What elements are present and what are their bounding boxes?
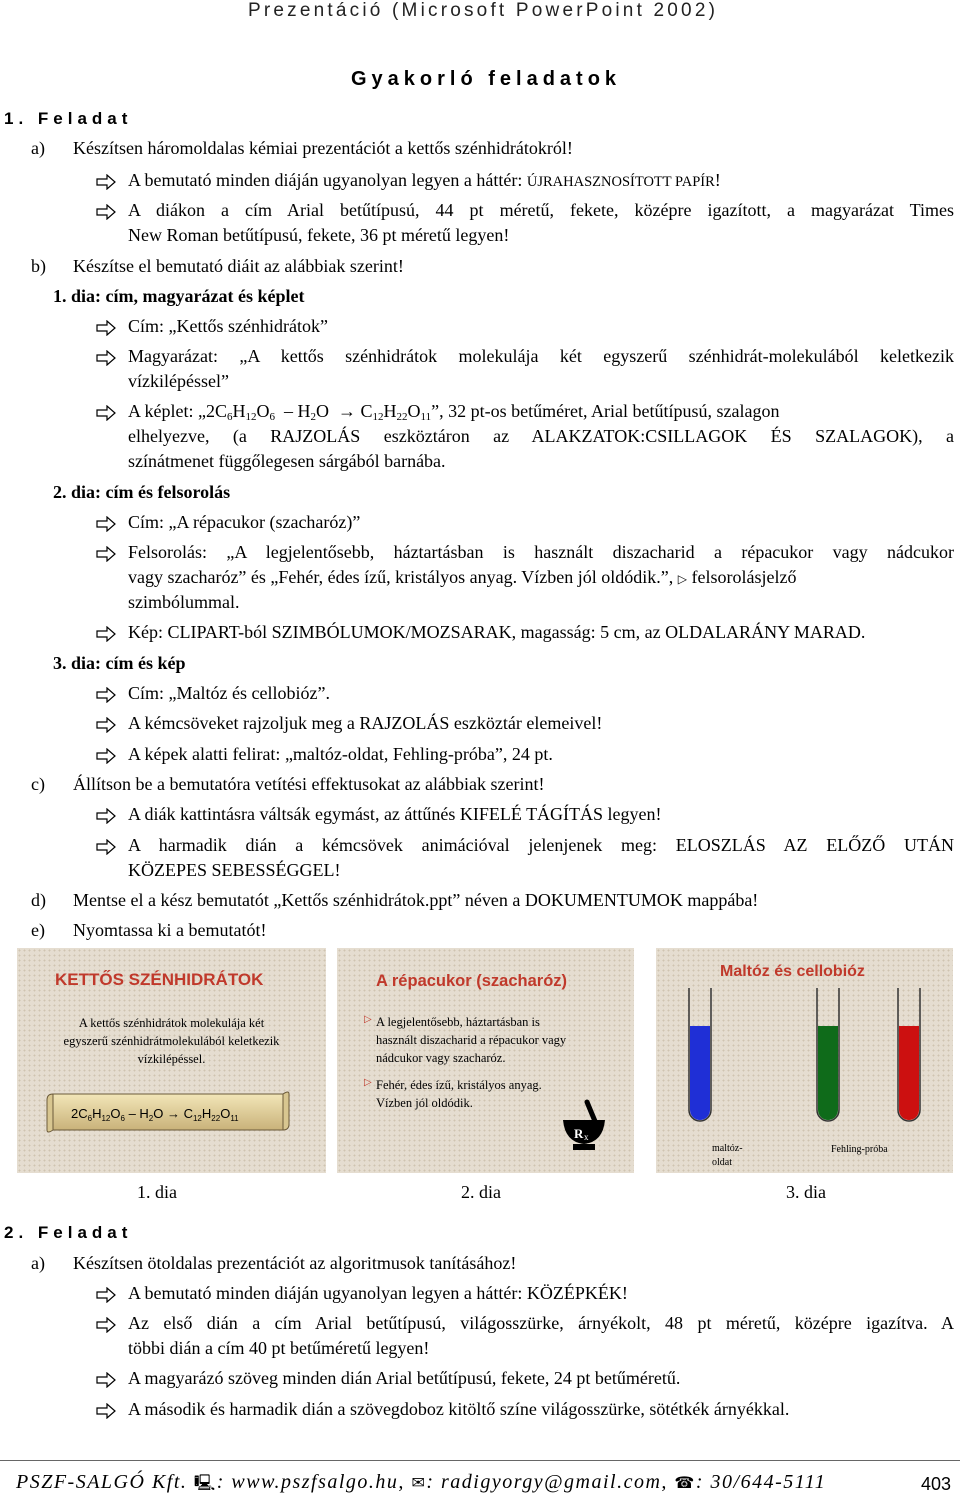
task2-text-spec: A magyarázó szöveg minden dián Arial betűtípusú, fekete, 24 pt betűméretű. bbox=[128, 1368, 681, 1388]
bullet-triangle-icon: ▷ bbox=[364, 1014, 372, 1025]
arrow-icon bbox=[96, 174, 116, 190]
arrow-icon bbox=[96, 320, 116, 336]
task1-heading: 1. Feladat bbox=[4, 109, 133, 128]
animation-spec: A harmadik dián a kémcsövek animációval jelenjenek meg: ELOSZLÁS AZ ELŐZŐ UTÁN bbox=[128, 835, 954, 855]
slide1-formula-spec-cont2: színátmenet függőlegesen sárgából barnába. bbox=[128, 451, 446, 471]
animation-spec-cont: KÖZEPES SEBESSÉGGEL! bbox=[128, 860, 341, 880]
slide2-title: A répacukor (szacharóz) bbox=[376, 972, 568, 990]
slide-thumbnail-1 bbox=[17, 948, 326, 1173]
scroll-ribbon-icon bbox=[45, 1088, 295, 1138]
item-a2-cont: New Roman betűtípusú, fekete, 36 pt méretű legyen! bbox=[128, 225, 510, 245]
task2-item-a-label: a) bbox=[31, 1253, 45, 1273]
item-b-text: Készítse el bemutató diáit az alábbiak szerint! bbox=[73, 256, 404, 276]
slide2-bullet-2: Fehér, édes ízű, kristályos anyag. Vízben jól oldódik. bbox=[376, 1078, 542, 1110]
page-title: Gyakorló feladatok bbox=[351, 68, 622, 90]
arrow-icon bbox=[96, 516, 116, 532]
item-a1: A bemutató minden diáján ugyanolyan legyen a háttér: ÚJRAHASZNOSÍTOTT PAPÍR! bbox=[128, 170, 721, 190]
arrow-icon bbox=[96, 1317, 116, 1333]
slide-caption-2: 2. dia bbox=[461, 1182, 501, 1202]
slide2-list-spec: Felsorolás: „A legjelentősebb, háztartásban is használt diszacharid a répacukor vagy nádcukor bbox=[128, 542, 954, 562]
slide1-formula-spec: A képlet: $„2C_6H_{12}O_6 - H_2O \to C_{12}H_{22}O_{11}$”, 32 pt-os betűméret, Arial betűtípusú, szalagon bbox=[128, 401, 780, 423]
arrow-icon bbox=[96, 839, 116, 855]
slide1-title-spec: Cím: „Kettős szénhidrátok” bbox=[128, 316, 328, 336]
page-number: 403 bbox=[921, 1474, 952, 1494]
mortar-pestle-icon bbox=[559, 1098, 609, 1158]
arrow-icon bbox=[96, 1403, 116, 1419]
item-d-label: d) bbox=[31, 890, 46, 910]
slide3-caption-2: Fehling-próba bbox=[831, 1144, 888, 1155]
envelope-icon: ✉ bbox=[411, 1475, 427, 1492]
item-c-label: c) bbox=[31, 774, 45, 794]
slide-thumbnail-3 bbox=[656, 948, 953, 1173]
slide3-caption-spec: A képek alatti felirat: „maltóz-oldat, Fehling-próba”, 24 pt. bbox=[128, 744, 553, 764]
svg-text:x: x bbox=[584, 1132, 589, 1142]
task2-title-spec: Az első dián a cím Arial betűtípusú, világosszürke, árnyékolt, 48 pt méretű, középre igazítva. A bbox=[128, 1313, 954, 1333]
item-b-label: b) bbox=[31, 256, 46, 276]
task2-textbox-spec: A második és harmadik dián a szövegdoboz kitöltő színe világosszürke, sötétkék árnyékkal. bbox=[128, 1399, 790, 1419]
item-a2: A diákon a cím Arial betűtípusú, 44 pt méretű, fekete, középre igazított, a magyarázat Times bbox=[128, 200, 954, 220]
test-tube-icon-red bbox=[898, 988, 920, 1121]
slide2-bullet-1: A legjelentősebb, háztartásban is használt diszacharid a répacukor vagy nádcukor vagy szacharóz. bbox=[376, 1015, 567, 1065]
arrow-icon bbox=[96, 1287, 116, 1303]
arrow-icon bbox=[96, 687, 116, 703]
item-a-text: Készítsen háromoldalas kémiai prezentációt a kettős szénhidrátokról! bbox=[73, 138, 573, 158]
slide1-text-spec: Magyarázat: „A kettős szénhidrátok molekulája két egyszerű szénhidrát-molekulából keletkezik bbox=[128, 346, 954, 366]
slide-caption-1: 1. dia bbox=[137, 1182, 177, 1202]
item-c-text: Állítson be a bemutatóra vetítési effektusokat az alábbiak szerint! bbox=[73, 774, 545, 794]
slide2-image-spec: Kép: CLIPART-ból SZIMBÓLUMOK/MOZSARAK, magasság: 5 cm, az OLDALARÁNY MARAD. bbox=[128, 622, 866, 642]
slide3-heading: 3. dia: cím és kép bbox=[53, 653, 186, 673]
footer-divider bbox=[0, 1460, 960, 1461]
slide3-title-spec: Cím: „Maltóz és cellobióz”. bbox=[128, 683, 330, 703]
slide3-title: Maltóz és cellobióz bbox=[720, 963, 865, 980]
footer-contact: PSZF-SALGÓ Kft. 🖳: www.pszfsalgo.hu, ✉: radigyorgy@gmail.com, ☎: 30/644-5111 bbox=[16, 1471, 827, 1493]
phone-icon: ☎ bbox=[674, 1475, 696, 1492]
slide1-text: A kettős szénhidrátok molekulája két egyszerű szénhidrátmolekulából keletkezik vízkilépéssel. bbox=[63, 1016, 280, 1066]
bullet-triangle-icon: ▷ bbox=[364, 1077, 372, 1088]
slide2-title-spec: Cím: „A répacukor (szacharóz)” bbox=[128, 512, 361, 532]
arrow-icon bbox=[96, 204, 116, 220]
slide1-title: KETTŐS SZÉNHIDRÁTOK bbox=[55, 970, 264, 989]
item-e-label: e) bbox=[31, 920, 45, 940]
test-tube-icon-green bbox=[817, 988, 839, 1121]
arrow-icon bbox=[96, 748, 116, 764]
svg-text:2C6H12O6 – H2O → C12H22O11: $2C_6H_{12}O_6 - H_2O \to C_{12}H_{22}O_{11}$ bbox=[71, 1106, 239, 1123]
arrow-icon bbox=[96, 808, 116, 824]
test-tubes-figure bbox=[656, 986, 953, 1136]
task2-heading: 2. Feladat bbox=[4, 1223, 133, 1242]
slide-thumbnail-2 bbox=[337, 948, 634, 1173]
item-a-label: a) bbox=[31, 138, 45, 158]
document-header: Prezentáció (Microsoft PowerPoint 2002) bbox=[248, 0, 719, 21]
item-d-text: Mentse el a kész bemutatót „Kettős szénhidrátok.ppt” néven a DOKUMENTUMOK mappába! bbox=[73, 890, 759, 910]
slide3-drawing-spec: A kémcsöveket rajzoljuk meg a RAJZOLÁS eszköztár elemeivel! bbox=[128, 713, 603, 733]
test-tube-icon-blue bbox=[689, 988, 711, 1121]
arrow-icon bbox=[96, 350, 116, 366]
arrow-icon bbox=[96, 717, 116, 733]
task2-bg-spec: A bemutató minden diáján ugyanolyan legyen a háttér: KÖZÉPKÉK! bbox=[128, 1283, 628, 1303]
slide2-list-spec-cont2: szimbólummal. bbox=[128, 592, 240, 612]
item-e-text: Nyomtassa ki a bemutatót! bbox=[73, 920, 267, 940]
arrow-icon bbox=[96, 405, 116, 421]
task2-title-spec-cont: többi dián a cím 40 pt betűméretű legyen! bbox=[128, 1338, 430, 1358]
bullet-triangle-icon: ▷ bbox=[677, 572, 687, 586]
computer-icon: 🖳 bbox=[193, 1475, 217, 1492]
slide1-heading: 1. dia: cím, magyarázat és képlet bbox=[53, 286, 305, 306]
arrow-icon bbox=[96, 626, 116, 642]
slide1-text-spec-cont: vízkilépéssel” bbox=[128, 371, 229, 391]
slide-caption-3: 3. dia bbox=[786, 1182, 826, 1202]
task2-item-a-text: Készítsen ötoldalas prezentációt az algoritmusok tanításához! bbox=[73, 1253, 517, 1273]
arrow-icon bbox=[96, 546, 116, 562]
transition-spec: A diák kattintásra váltsák egymást, az áttűnés KIFELÉ TÁGÍTÁS legyen! bbox=[128, 804, 662, 824]
arrow-icon bbox=[96, 1372, 116, 1388]
svg-text:R: R bbox=[574, 1126, 584, 1141]
slide3-caption-1: maltóz- oldat bbox=[712, 1143, 743, 1168]
slide1-formula-spec-cont: elhelyezve, (a RAJZOLÁS eszköztáron az ALAKZATOK:CSILLAGOK ÉS SZALAGOK), a bbox=[128, 426, 954, 446]
slide2-list-spec-cont: vagy szacharóz” és „Fehér, édes ízű, kristályos anyag. Vízben jól oldódik.”, ▷ felsorolásjelző bbox=[128, 567, 797, 587]
slide2-heading: 2. dia: cím és felsorolás bbox=[53, 482, 231, 502]
